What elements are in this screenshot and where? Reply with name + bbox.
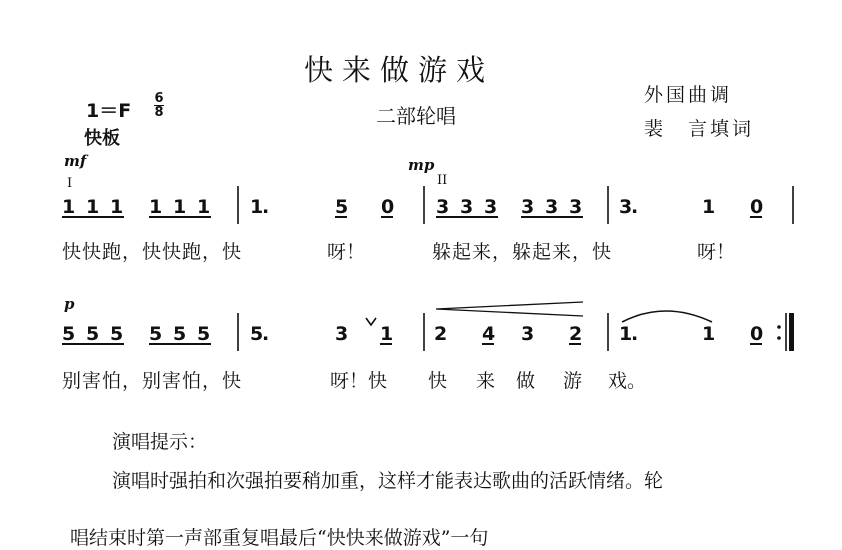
note: 1 xyxy=(62,196,76,218)
note: 1 xyxy=(702,323,716,345)
note: 5 xyxy=(250,323,264,345)
lyrics-credit: 裴 言填词 xyxy=(644,118,755,140)
lyric-line1-b: 呀！ xyxy=(327,241,366,263)
note: 3 xyxy=(619,196,633,218)
lyric-line2-a: 别害怕，别害怕，快 xyxy=(62,370,243,392)
note: 5 xyxy=(197,323,211,345)
note-dot: . xyxy=(631,196,639,218)
note: 2 xyxy=(569,323,583,345)
note: 3 xyxy=(335,323,349,345)
song-subtitle: 二部轮唱 xyxy=(376,104,456,128)
tie xyxy=(622,311,712,322)
note: 1 xyxy=(619,323,633,345)
note: 5 xyxy=(335,196,349,218)
part-two-marker: II xyxy=(437,173,448,188)
note: 5 xyxy=(110,323,124,345)
tempo-marking: 快板 xyxy=(84,128,120,149)
tips-heading: 演唱提示： xyxy=(112,431,208,453)
note: 1 xyxy=(380,323,394,345)
note: 3 xyxy=(436,196,450,218)
lyric-line1-d: 呀！ xyxy=(697,241,736,263)
note: 3 xyxy=(569,196,583,218)
breath-mark xyxy=(366,318,376,325)
note: 5 xyxy=(62,323,76,345)
lyric-line1-c: 躲起来，躲起来，快 xyxy=(432,241,613,263)
dynamic-mp: mp xyxy=(408,156,435,174)
tips-body-continued: 唱结束时第一声部重复唱最后“快快来做游戏”一句 xyxy=(70,527,489,549)
note: 0 xyxy=(750,196,764,218)
note: 1 xyxy=(149,196,163,218)
lyric-line2-b: 呀！快 xyxy=(330,370,388,392)
time-signature-denominator: 8 xyxy=(154,105,164,120)
song-title: 快来做游戏 xyxy=(304,53,495,87)
note: 1 xyxy=(173,196,187,218)
note-dot: . xyxy=(631,323,639,345)
note: 4 xyxy=(482,323,496,345)
dynamic-mf: mf xyxy=(64,152,87,170)
music-credit: 外国曲调 xyxy=(644,84,733,106)
repeat-dot xyxy=(777,336,781,340)
note: 5 xyxy=(86,323,100,345)
final-bar-thick xyxy=(789,313,794,351)
note: 1 xyxy=(197,196,211,218)
note: 5 xyxy=(173,323,187,345)
time-signature-numerator: 6 xyxy=(154,91,164,106)
note-dot: . xyxy=(262,323,270,345)
tips-body: 演唱时强拍和次强拍要稍加重，这样才能表达歌曲的活跃情绪。轮 xyxy=(112,470,664,492)
note: 3 xyxy=(521,323,535,345)
key-signature: 1＝F xyxy=(86,100,132,122)
note: 5 xyxy=(149,323,163,345)
note: 3 xyxy=(521,196,535,218)
lyric-line1-a: 快快跑，快快跑，快 xyxy=(62,241,243,263)
note: 1 xyxy=(250,196,264,218)
lyric-line2-e: 做 xyxy=(516,370,536,392)
repeat-dot xyxy=(777,325,781,329)
note: 0 xyxy=(381,196,395,218)
note-dot: . xyxy=(262,196,270,218)
lyric-line2-c: 快 xyxy=(428,370,448,392)
dynamic-p: p xyxy=(64,295,75,313)
note: 1 xyxy=(702,196,716,218)
note: 1 xyxy=(86,196,100,218)
note: 0 xyxy=(750,323,764,345)
note: 3 xyxy=(460,196,474,218)
lyric-line2-d: 来 xyxy=(476,370,496,392)
lyric-line2-f: 游 xyxy=(563,370,583,392)
note: 1 xyxy=(110,196,124,218)
crescendo-hairpin xyxy=(436,302,583,316)
note: 2 xyxy=(434,323,448,345)
note: 3 xyxy=(545,196,559,218)
note: 3 xyxy=(484,196,498,218)
part-one-marker: I xyxy=(67,176,73,191)
lyric-line2-g: 戏。 xyxy=(608,370,647,392)
